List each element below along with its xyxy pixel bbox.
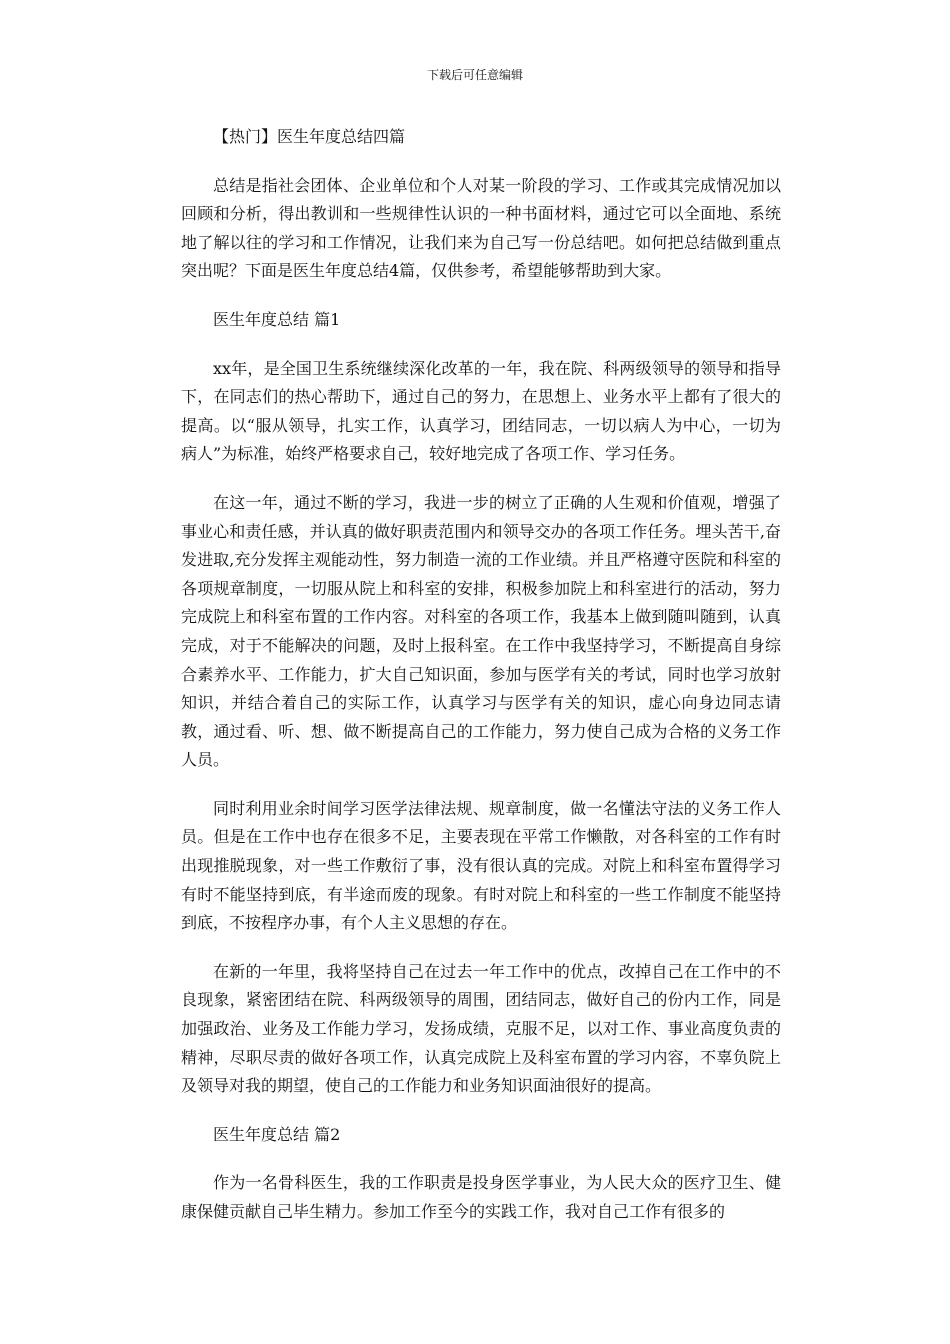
section-1-heading: 医生年度总结 篇1 <box>213 309 341 329</box>
section-2-heading: 医生年度总结 篇2 <box>213 1124 341 1144</box>
intro-paragraph: 总结是指社会团体、企业单位和个人对某一阶段的学习、工作或其完成情况加以回顾和分析，得出教训和一些规律性认识的一种书面材料，通过它可以全面地、系统地了解以往的学习和工作情况，让我们来为自己写一份总结吧。如何把总结做到重点突出呢？下面是医生年度总结4篇，仅供参考，希望能够帮助到大家。 <box>181 175 781 281</box>
section-1-paragraph-2: 在这一年，通过不断的学习，我进一步的树立了正确的人生观和价值观，增强了事业心和责任感，并认真的做好职责范围内和领导交办的各项工作任务。埋头苦干,奋发进取,充分发挥主观能动性，努力制造一流的工作业绩。并且严格遵守医院和科室的各项规章制度，一切服从院上和科室的安排，积极参加院上和科室进行的活动，努力完成院上和科室布置的工作内容。对科室的各项工作，我基本上做到随叫随到，认真完成，对于不能解决的问题，及时上报科室。在工作中我坚持学习，不断提高自身综合素养水平、工作能力，扩大自己知识面，参加与医学有关的考试，同时也学习放射知识，并结合着自己的实际工作，认真学习与医学有关的知识，虚心向身边同志请教，通过看、听、想、做不断提高自己的工作能力，努力使自己成为合格的义务工作人员。 <box>181 492 781 770</box>
document-body <box>181 123 781 1247</box>
section-2-paragraph-1: 作为一名骨科医生，我的工作职责是投身医学事业，为人民大众的医疗卫生、健康保健贡献自己毕生精力。参加工作至今的实践工作，我对自己工作有很多的 <box>181 1173 781 1221</box>
section-1-paragraph-4: 在新的一年里，我将坚持自己在过去一年工作中的优点，改掉自己在工作中的不良现象，紧密团结在院、科两级领导的周围，团结同志，做好自己的份内工作，同是加强政治、业务及工作能力学习，发扬成绩，克服不足，以对工作、事业高度负责的精神，尽职尽责的做好各项工作，认真完成院上及科室布置的学习内容，不辜负院上及领导对我的期望，使自己的工作能力和业务知识面油很好的提高。 <box>181 961 781 1096</box>
page-header-note: 下载后可任意编辑 <box>426 68 523 82</box>
document-title: 【热门】医生年度总结四篇 <box>213 127 406 146</box>
section-1-paragraph-3: 同时利用业余时间学习医学法律法规、规章制度，做一名懂法守法的义务工作人员。但是在工作中也存在很多不足，主要表现在平常工作懒散，对各科室的工作有时出现推脱现象，对一些工作敷衍了事，没有很认真的完成。对院上和科室布置得学习有时不能坚持到底，有半途而废的现象。有时对院上和科室的一些工作制度不能坚持到底，不按程序办事，有个人主义思想的存在。 <box>181 798 781 933</box>
section-1-paragraph-1: xx年，是全国卫生系统继续深化改革的一年，我在院、科两级领导的领导和指导下，在同志们的热心帮助下，通过自己的努力，在思想上、业务水平上都有了很大的提高。以“服从领导，扎实工作，认真学习，团结同志，一切以病人为中心，一切为病人”为标准，始终严格要求自己，较好地完成了各项工作、学习任务。 <box>181 358 781 464</box>
